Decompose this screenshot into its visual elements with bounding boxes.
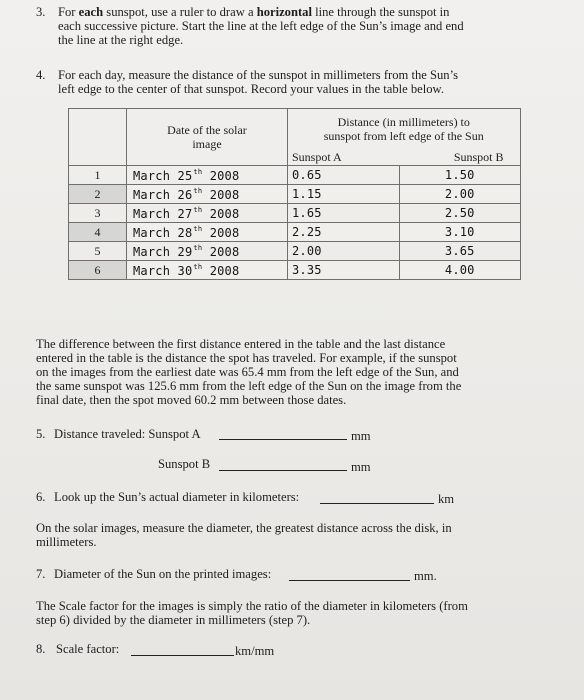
sunspot-a-value: 1.15	[288, 185, 400, 204]
q3-text-a: For	[58, 5, 79, 19]
q3-text-c: line through the sunspot in	[311, 5, 450, 19]
q8-unit: km/mm	[235, 644, 275, 658]
q3-number: 3.	[36, 5, 46, 19]
q8-number: 8.	[36, 642, 46, 656]
sunspot-a-value: 3.35	[288, 261, 400, 280]
table-corner-cell	[69, 109, 127, 166]
q3-line2: each successive picture. Start the line at the left edge of the Sun’s image and end	[58, 19, 464, 33]
sunspot-a-value: 1.65	[288, 204, 400, 223]
date-suffix: th	[193, 186, 203, 195]
q7-answer-blank[interactable]	[289, 568, 410, 581]
sunspot-data-table	[68, 108, 521, 280]
q5-unit-b: mm	[351, 460, 371, 474]
q3-bold-each: each	[78, 5, 104, 19]
q3-text-b: sunspot, use a ruler to draw a	[103, 5, 257, 19]
para2-line2: millimeters.	[36, 535, 97, 549]
date-year: 2008	[209, 168, 240, 183]
q3-text	[58, 5, 558, 19]
q6-unit: km	[438, 492, 455, 506]
date-suffix: th	[193, 205, 203, 214]
table-row	[69, 166, 521, 185]
q7-unit: mm.	[414, 569, 437, 583]
date-cell	[127, 166, 288, 185]
sunspot-b-value: 2.50	[400, 204, 521, 223]
sunspot-b-value: 3.65	[400, 242, 521, 261]
row-number: 5	[69, 242, 127, 261]
q4-line1: For each day, measure the distance of the sunspot in millimeters from the Sun’s	[58, 68, 458, 82]
header-date-line2: image	[192, 137, 222, 151]
date-suffix: th	[193, 224, 203, 233]
q7-number: 7.	[36, 567, 46, 581]
date-cell	[127, 261, 288, 280]
sunspot-b-value: 3.10	[400, 223, 521, 242]
date-year: 2008	[209, 187, 240, 202]
date-cell	[127, 223, 288, 242]
row-number: 6	[69, 261, 127, 280]
q6-number: 6.	[36, 490, 46, 504]
header-distance-line2: sunspot from left edge of the Sun	[323, 128, 484, 143]
para1-line4: the same sunspot was 125.6 mm from the left edge of the Sun on the image from the	[36, 379, 462, 393]
table-row	[69, 261, 521, 280]
date-suffix: th	[193, 167, 203, 176]
q3-bold-horizontal: horizontal	[256, 5, 312, 19]
q5-unit-a: mm	[351, 429, 371, 443]
sunspot-b-value: 1.50	[400, 166, 521, 185]
sunspot-b-value: 4.00	[400, 261, 521, 280]
row-number: 4	[69, 223, 127, 242]
q5-number: 5.	[36, 427, 46, 441]
date-month: March 30	[133, 263, 193, 278]
date-month: March 25	[133, 168, 193, 183]
date-suffix: th	[193, 243, 203, 252]
q5-label-b: Sunspot B	[158, 457, 211, 471]
q5-label-a: Distance traveled: Sunspot A	[54, 427, 201, 441]
para3-line2: step 6) divided by the diameter in millimeters (step 7).	[36, 613, 311, 627]
header-sunspot-a: Sunspot A	[288, 148, 400, 165]
date-suffix: th	[193, 262, 203, 271]
date-month: March 29	[133, 244, 193, 259]
date-year: 2008	[209, 244, 240, 259]
q5-answer-b-blank[interactable]	[219, 458, 347, 471]
header-sunspot-b: Sunspot B	[400, 148, 521, 165]
q8-label: Scale factor:	[56, 642, 120, 656]
date-year: 2008	[209, 225, 240, 240]
row-number: 2	[69, 185, 127, 204]
date-year: 2008	[209, 206, 240, 221]
date-month: March 27	[133, 206, 193, 221]
header-date-line1: Date of the solar	[167, 123, 247, 137]
sunspot-a-value: 2.00	[288, 242, 400, 261]
row-number: 1	[69, 166, 127, 185]
sunspot-b-value: 2.00	[400, 185, 521, 204]
q3-line3: the line at the right edge.	[58, 33, 184, 47]
para1-line2: entered in the table is the distance the spot has traveled. For example, if the sunspot	[36, 351, 457, 365]
q4-line2: left edge to the center of that sunspot. Record your values in the table below.	[58, 82, 444, 96]
header-date-cell	[127, 109, 288, 166]
q6-answer-blank[interactable]	[320, 491, 434, 504]
header-distance-line1: Distance (in millimeters) to	[337, 114, 470, 129]
para2-line1: On the solar images, measure the diameter, the greatest distance across the disk, in	[36, 521, 452, 535]
table-row	[69, 204, 521, 223]
q6-label: Look up the Sun’s actual diameter in kilometers:	[54, 490, 300, 504]
table-row	[69, 223, 521, 242]
date-cell	[127, 185, 288, 204]
para1-line1: The difference between the first distance entered in the table and the last distance	[36, 337, 446, 351]
sunspot-a-value: 2.25	[288, 223, 400, 242]
row-number: 3	[69, 204, 127, 223]
q5-answer-a-blank[interactable]	[219, 427, 347, 440]
para1-line5: final date, then the spot moved 60.2 mm between those dates.	[36, 393, 347, 407]
q8-answer-blank[interactable]	[131, 643, 234, 656]
q7-label: Diameter of the Sun on the printed images:	[54, 567, 272, 581]
date-cell	[127, 204, 288, 223]
table-row	[69, 242, 521, 261]
date-month: March 26	[133, 187, 193, 202]
para3-line1: The Scale factor for the images is simply the ratio of the diameter in kilometers (from	[36, 599, 468, 613]
q4-number: 4.	[36, 68, 46, 82]
date-year: 2008	[209, 263, 240, 278]
table-row	[69, 185, 521, 204]
date-month: March 28	[133, 225, 193, 240]
para1-line3: on the images from the earliest date was 65.4 mm from the left edge of the Sun, and	[36, 365, 459, 379]
header-distance-cell	[288, 109, 521, 149]
date-cell	[127, 242, 288, 261]
sunspot-a-value: 0.65	[288, 166, 400, 185]
